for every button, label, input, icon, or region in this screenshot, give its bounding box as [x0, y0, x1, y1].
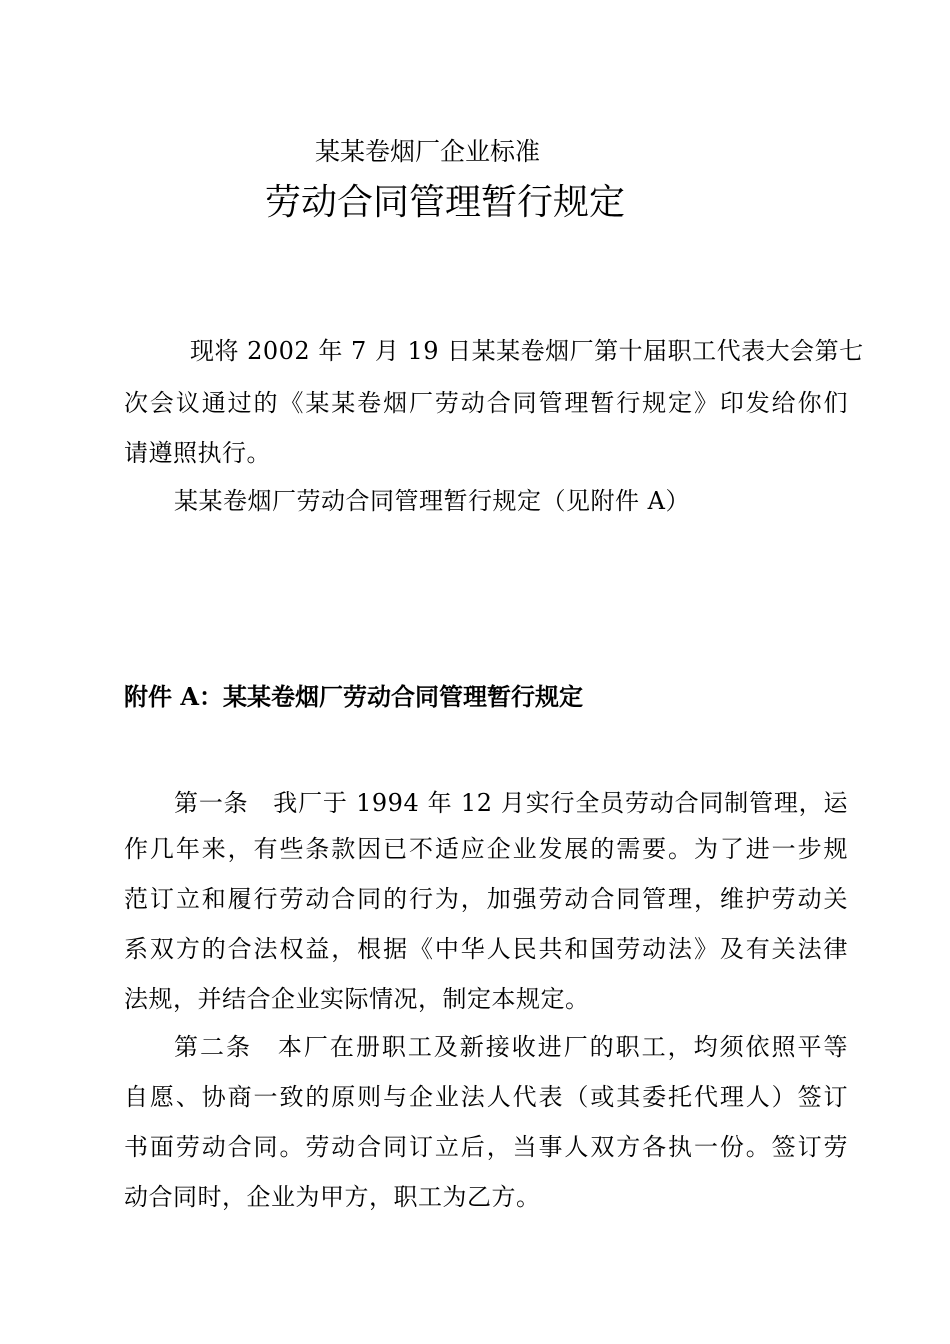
article-1-line-3: 范订立和履行劳动合同的行为，加强劳动合同管理，维护劳动关 — [124, 885, 848, 913]
notice-line-1: 现将 2002 年 7 月 19 日某某卷烟厂第十届职工代表大会第七 — [190, 337, 864, 365]
article-1-line-2: 作几年来，有些条款因已不适应企业发展的需要。为了进一步规 — [124, 835, 848, 863]
attachment-reference: 某某卷烟厂劳动合同管理暂行规定（见附件 A） — [174, 487, 690, 515]
article-2-line-1: 第二条 本厂在册职工及新接收进厂的职工，均须依照平等 — [174, 1033, 848, 1061]
attachment-heading: 附件 A：某某卷烟厂劳动合同管理暂行规定 — [124, 682, 583, 711]
article-1-line-5: 法规，并结合企业实际情况，制定本规定。 — [124, 985, 590, 1013]
article-2-line-4: 动合同时，企业为甲方，职工为乙方。 — [124, 1183, 541, 1211]
article-2-line-3: 书面劳动合同。劳动合同订立后，当事人双方各执一份。签订劳 — [124, 1133, 848, 1161]
notice-line-2: 次会议通过的《某某卷烟厂劳动合同管理暂行规定》印发给你们 — [124, 389, 848, 417]
org-standard-label: 某某卷烟厂企业标准 — [315, 137, 541, 166]
article-1-line-4: 系双方的合法权益，根据《中华人民共和国劳动法》及有关法律 — [124, 935, 848, 963]
article-2-line-2: 自愿、协商一致的原则与企业法人代表（或其委托代理人）签订 — [124, 1083, 848, 1111]
article-1-line-1: 第一条 我厂于 1994 年 12 月实行全员劳动合同制管理，运 — [174, 789, 848, 817]
notice-line-3: 请遵照执行。 — [124, 439, 271, 467]
document-title: 劳动合同管理暂行规定 — [265, 182, 626, 223]
